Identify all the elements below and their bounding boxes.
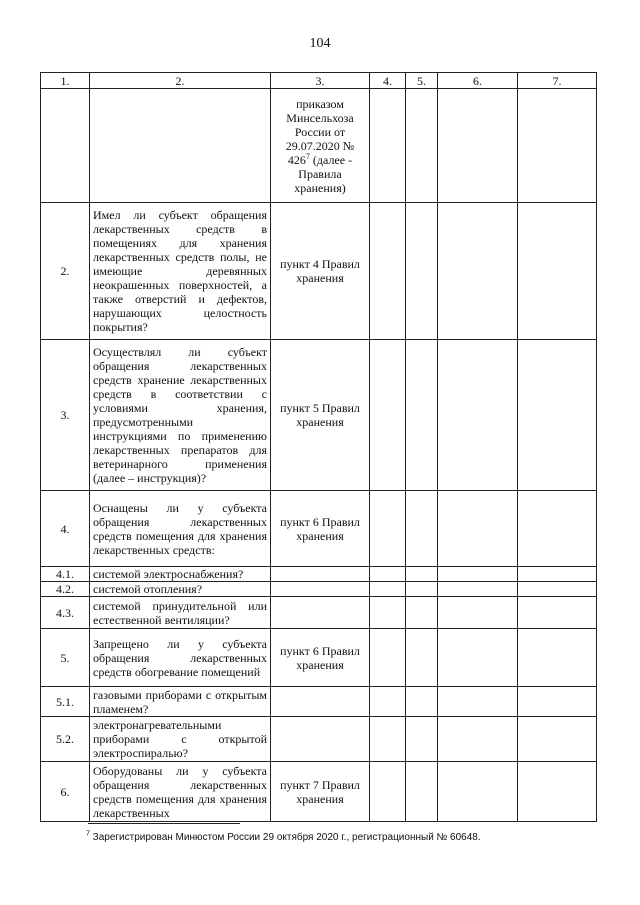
cell-col7 [518, 340, 597, 491]
row-number: 5.1. [41, 687, 90, 717]
row-question: Оснащены ли у субъекта обращения лекарственных средств помещения для хранения лекарственных средств: [90, 491, 271, 567]
cell-col7 [518, 567, 597, 582]
cell-col6 [438, 687, 518, 717]
row-question: электронагревательными приборами с открытой электроспиралью? [90, 717, 271, 762]
row-number: 2. [41, 203, 90, 340]
cell-col5 [406, 340, 438, 491]
cell-col4 [370, 687, 406, 717]
row-number: 5.2. [41, 717, 90, 762]
row-reference [271, 567, 370, 582]
row-number: 4.3. [41, 597, 90, 629]
cell-col4 [370, 629, 406, 687]
table-row [41, 491, 597, 567]
table-row [41, 340, 597, 491]
cell-col6 [438, 597, 518, 629]
row-number: 4.1. [41, 567, 90, 582]
cell-col7 [518, 491, 597, 567]
row-reference: пункт 6 Правил хранения [271, 491, 370, 567]
row-question: Осуществлял ли субъект обращения лекарственных средств хранение лекарственных средств в соответствии с условиями хранения, предусмотренными инструкциями по применению лекарственных препаратов для ветеринарного применения (далее – инструкция)? [90, 340, 271, 491]
footnote-text: Зарегистрирован Минюстом России 29 октября 2020 г., регистрационный № 60648. [89, 832, 481, 843]
row-question: системой принудительной или естественной вентиляции? [90, 597, 271, 629]
page-number: 104 [309, 36, 331, 51]
col-header-5: 5. [406, 73, 438, 89]
cell-col7 [518, 582, 597, 597]
footnote-separator [88, 823, 240, 824]
table-row [41, 687, 597, 717]
cell-col4 [370, 582, 406, 597]
cell-col5 [406, 203, 438, 340]
row-question: Запрещено ли у субъекта обращения лекарственных средств обогревание помещений [90, 629, 271, 687]
row-question [90, 89, 271, 203]
cell-col4 [370, 717, 406, 762]
row-reference [271, 89, 370, 203]
col-header-6: 6. [438, 73, 518, 89]
row-reference: пункт 5 Правил хранения [271, 340, 370, 491]
cell-col6 [438, 567, 518, 582]
cell-col6 [438, 582, 518, 597]
cell-col7 [518, 717, 597, 762]
col-header-4: 4. [370, 73, 406, 89]
row-number: 3. [41, 340, 90, 491]
cell-col5 [406, 687, 438, 717]
row-number: 4. [41, 491, 90, 567]
row-reference [271, 597, 370, 629]
cell-col6 [438, 89, 518, 203]
col-header-3: 3. [271, 73, 370, 89]
table-row [41, 762, 597, 822]
row-reference: пункт 4 Правил хранения [271, 203, 370, 340]
reference-text-tail: (далее - Правила хранения) [294, 152, 353, 195]
table-row [41, 89, 597, 203]
cell-col4 [370, 567, 406, 582]
row-reference [271, 717, 370, 762]
row-reference: пункт 7 Правил хранения [271, 762, 370, 822]
footnote [86, 832, 481, 843]
row-question: газовыми приборами с открытым пламенем? [90, 687, 271, 717]
cell-col4 [370, 762, 406, 822]
cell-col5 [406, 89, 438, 203]
row-reference [271, 582, 370, 597]
cell-col5 [406, 762, 438, 822]
cell-col5 [406, 717, 438, 762]
table-row [41, 597, 597, 629]
cell-col6 [438, 629, 518, 687]
col-header-7: 7. [518, 73, 597, 89]
cell-col6 [438, 203, 518, 340]
row-number: 5. [41, 629, 90, 687]
checklist-table [40, 72, 597, 822]
cell-col5 [406, 567, 438, 582]
row-reference [271, 687, 370, 717]
cell-col7 [518, 203, 597, 340]
cell-col7 [518, 687, 597, 717]
row-question: Имел ли субъект обращения лекарственных средств в помещениях для хранения лекарственных средств полы, не имеющие деревянных неокрашенных поверхностей, а также отверстий и дефектов, нарушающих целостность покрытия? [90, 203, 271, 340]
cell-col5 [406, 597, 438, 629]
footnote-mark: 7 [86, 830, 90, 838]
table-row [41, 717, 597, 762]
row-number [41, 89, 90, 203]
cell-col7 [518, 597, 597, 629]
row-reference: пункт 6 Правил хранения [271, 629, 370, 687]
row-question: системой отопления? [90, 582, 271, 597]
table-row [41, 567, 597, 582]
cell-col7 [518, 89, 597, 203]
cell-col4 [370, 597, 406, 629]
row-question: Оборудованы ли у субъекта обращения лекарственных средств помещения для хранения лекарственных [90, 762, 271, 822]
table-row [41, 203, 597, 340]
cell-col5 [406, 582, 438, 597]
cell-col4 [370, 203, 406, 340]
cell-col6 [438, 717, 518, 762]
row-number: 4.2. [41, 582, 90, 597]
cell-col6 [438, 491, 518, 567]
cell-col7 [518, 762, 597, 822]
table-row [41, 629, 597, 687]
row-question: системой электроснабжения? [90, 567, 271, 582]
cell-col4 [370, 340, 406, 491]
cell-col6 [438, 340, 518, 491]
cell-col6 [438, 762, 518, 822]
cell-col5 [406, 491, 438, 567]
cell-col5 [406, 629, 438, 687]
cell-col7 [518, 629, 597, 687]
table-row [41, 582, 597, 597]
cell-col4 [370, 491, 406, 567]
col-header-1: 1. [41, 73, 90, 89]
cell-col4 [370, 89, 406, 203]
footnote-ref-mark: 7 [305, 151, 310, 161]
reference-text: приказом Минсельхоза России от 29.07.2020 № 426 [285, 96, 355, 167]
header-row [41, 73, 597, 89]
row-number: 6. [41, 762, 90, 822]
col-header-2: 2. [90, 73, 271, 89]
